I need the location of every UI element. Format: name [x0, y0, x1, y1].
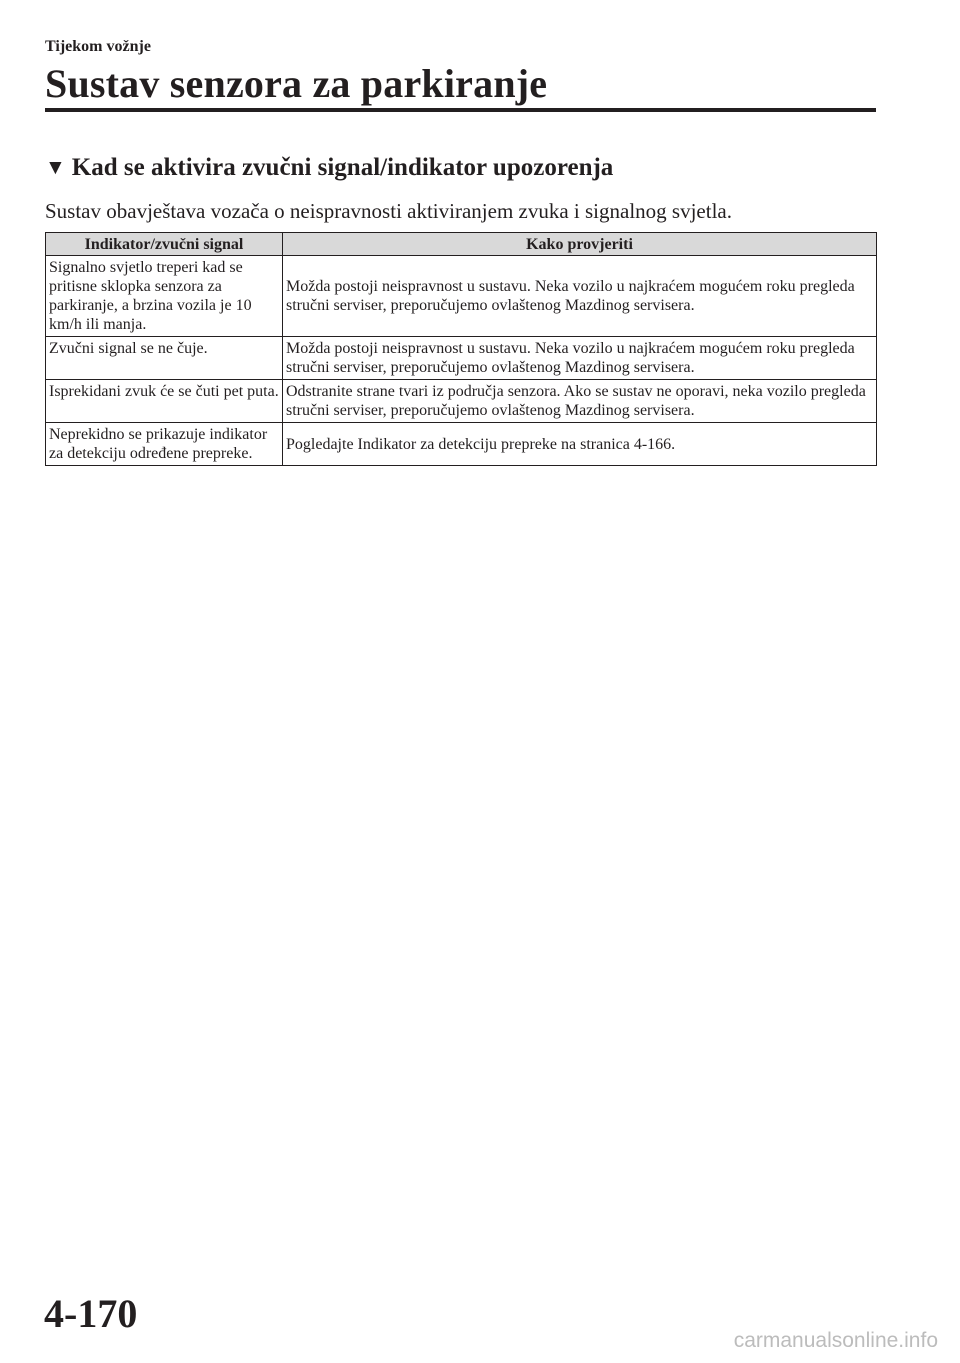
signal-cell: Isprekidani zvuk će se čuti pet puta.: [46, 380, 283, 423]
signal-cell: Zvučni signal se ne čuje.: [46, 337, 283, 380]
column-header-check: Kako provjeriti: [283, 233, 877, 256]
check-cell: Pogledajte Indikator za detekciju prepreke na stranica 4-166.: [283, 423, 877, 466]
section-title-text: Kad se aktivira zvučni signal/indikator upozorenja: [71, 154, 614, 181]
watermark: carmanualsonline.info: [733, 1329, 938, 1352]
triangle-down-icon: ▼: [45, 155, 66, 179]
page-title: Sustav senzora za parkiranje: [45, 61, 548, 106]
signal-cell: Neprekidno se prikazuje indikator za detekciju određene prepreke.: [46, 423, 283, 466]
table-row: [46, 423, 877, 466]
check-cell: Možda postoji neispravnost u sustavu. Neka vozilo u najkraćem mogućem roku pregleda stručni serviser, preporučujemo ovlaštenog Mazdinog servisera.: [283, 337, 877, 380]
section-heading: [45, 154, 613, 182]
table-header-row: [46, 233, 877, 256]
warning-table: [45, 232, 877, 466]
signal-cell: Signalno svjetlo treperi kad se pritisne sklopka senzora za parkiranje, a brzina vozila je 10 km/h ili manja.: [46, 256, 283, 337]
header-divider: [45, 108, 876, 112]
table-row: [46, 337, 877, 380]
check-cell: Možda postoji neispravnost u sustavu. Neka vozilo u najkraćem mogućem roku pregleda stručni serviser, preporučujemo ovlaštenog Mazdinog servisera.: [283, 256, 877, 337]
check-cell: Odstranite strane tvari iz područja senzora. Ako se sustav ne oporavi, neka vozilo pregleda stručni serviser, preporučujemo ovlaštenog Mazdinog servisera.: [283, 380, 877, 423]
table-row: [46, 256, 877, 337]
intro-paragraph: Sustav obavještava vozača o neispravnosti aktiviranjem zvuka i signalnog svjetla.: [45, 199, 732, 223]
table-row: [46, 380, 877, 423]
column-header-signal: Indikator/zvučni signal: [46, 233, 283, 256]
page-number: 4-170: [44, 1291, 138, 1336]
chapter-label: Tijekom vožnje: [45, 38, 151, 55]
